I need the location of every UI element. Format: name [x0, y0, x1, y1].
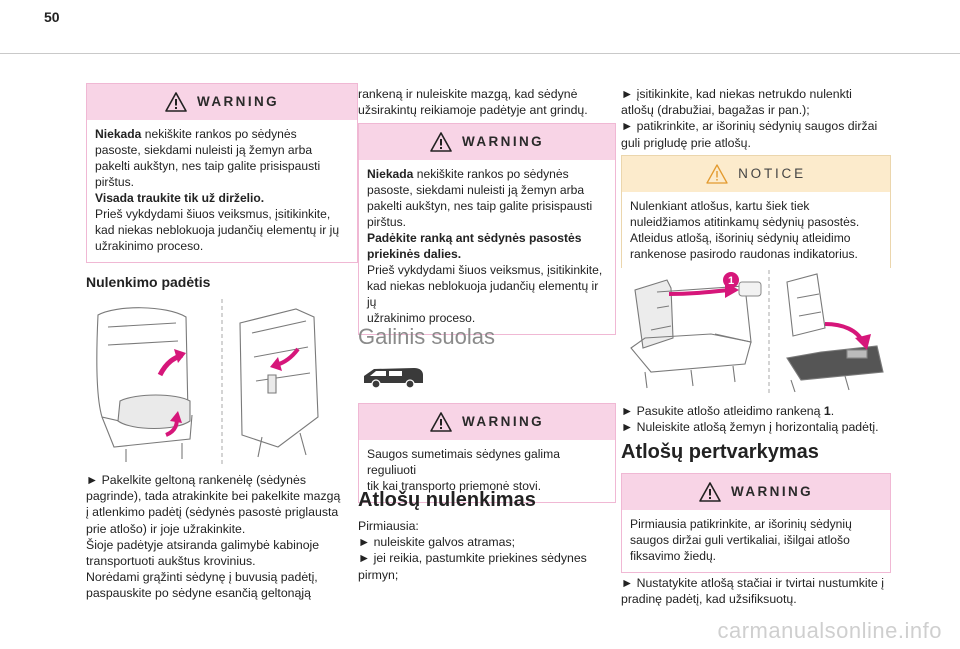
warning-box-col3: [621, 473, 891, 573]
watermark: carmanualsonline.info: [717, 617, 942, 643]
heading-atlosu-pertvarkymas: Atlošų pertvarkymas: [621, 441, 819, 463]
warning-title: WARNING: [461, 413, 545, 429]
header-rule: [0, 53, 960, 54]
heading-atlosu-nulenkimas: Atlošų nulenkimas: [358, 489, 536, 511]
paragraph-continued: rankeną ir nuleiskite mazgą, kad sėdynė užsirakintų reikiamoje padėtyje ant grindų.: [358, 87, 588, 118]
paragraph-fold-instructions: ► Pakelkite geltoną rankenėlę (sėdynės pagrinde), tada atrakinkite bei pakelkite mazgą į atlenkimo padėtį (sėdynės pasostė priglausta prie atlošo) ir joje užrakinkite. Šioje padėtyje atsiranda galimybė kabinoje transportuoti aukštus krovinius. Norėdami grąžinti sėdynę į buvusią padėtį, paspauskite po sėdyne esančią geltonąją: [86, 473, 341, 601]
seat-fold-illustration: [86, 297, 358, 467]
warning-body: Saugos sumetimais sėdynes galima reguliuoti tik kai transporto priemonė stovi.: [359, 440, 615, 502]
paragraph-first-steps: Pirmiausia: ► nuleiskite galvos atramas; ► jei reikia, pastumkite priekines sėdynes pirmyn;: [358, 519, 587, 582]
warning-header: [87, 84, 357, 120]
paragraph-rotate-handle: ► Pasukite atlošo atleidimo rankeną 1. ► Nuleiskite atlošą žemyn į horizontalią padėtį.: [621, 404, 879, 435]
paragraph-reset-backrest: ► Nustatykite atlošą stačiai ir tvirtai nustumkite į pradinę padėtį, kad užsifiksuotų.: [621, 576, 884, 607]
heading-nulenkimo-padetis: Nulenkimo padėtis: [86, 274, 211, 290]
van-silhouette-icon: [360, 365, 426, 389]
notice-triangle-icon: [706, 164, 728, 184]
warning-triangle-icon: [430, 132, 452, 152]
notice-title: NOTICE: [738, 165, 806, 181]
warning-triangle-icon: [165, 92, 187, 112]
warning-box-col2-stationary: [358, 403, 616, 503]
warning-title: WARNING: [461, 133, 545, 149]
warning-header: [359, 124, 615, 160]
warning-body: Niekada nekiškite rankos po sėdynės pasoste, siekdami nuleisti ją žemyn arba pakelti aukštyn, nes taip galite prisispausti pirštus. Visada traukite tik už dirželio. Prieš vykdydami šiuos veiksmus, įsitikinkite, kad niekas neblokuoja judančių elementų ir jų užrakinimo proceso.: [87, 120, 357, 262]
warning-triangle-icon: [430, 412, 452, 432]
warning-header: [359, 404, 615, 440]
warning-body: Pirmiausia patikrinkite, ar išorinių sėdynių saugos diržai guli vertikaliai, išilgai atlošo fiksavimo žiedų.: [622, 510, 890, 572]
callout-1-label: 1: [727, 275, 735, 287]
paragraph-check-steps: ► įsitikinkite, kad niekas netrukdo nulenkti atlošų (drabužiai, bagažas ir pan.); ► patikrinkite, ar išorinių sėdynių saugos diržai guli prigludę prie atlošų.: [621, 87, 878, 150]
section-title-galinis-suolas: Galinis suolas: [358, 324, 495, 349]
warning-body: Niekada nekiškite rankos po sėdynės pasoste, siekdami nuleisti ją žemyn arba pakelti aukštyn, nes taip galite prisispausti pirštus. Padėkite ranką ant sėdynės pasostės priekinės dalies. Prieš vykdydami šiuos veiksmus, įsitikinkite, kad niekas neblokuoja judančių elementų ir jų užrakinimo proceso.: [359, 160, 615, 334]
warning-title: WARNING: [730, 483, 814, 499]
notice-body: Nulenkiant atlošus, kartu šiek tiek nuleidžiamos atitinkamų sėdynių pasostės. Atleidus atlošą, išorinių sėdynių atleidimo rankenose pasirodo raudonas indikatorius.: [622, 192, 890, 270]
rear-bench-fold-illustration: [621, 268, 891, 398]
warning-title: WARNING: [196, 93, 280, 109]
warning-box-col1: [86, 83, 358, 263]
notice-header: [622, 156, 890, 192]
warning-triangle-icon: [699, 482, 721, 502]
notice-box: [621, 155, 891, 271]
page-number: 50: [44, 9, 60, 25]
warning-header: [622, 474, 890, 510]
warning-box-col2: [358, 123, 616, 335]
